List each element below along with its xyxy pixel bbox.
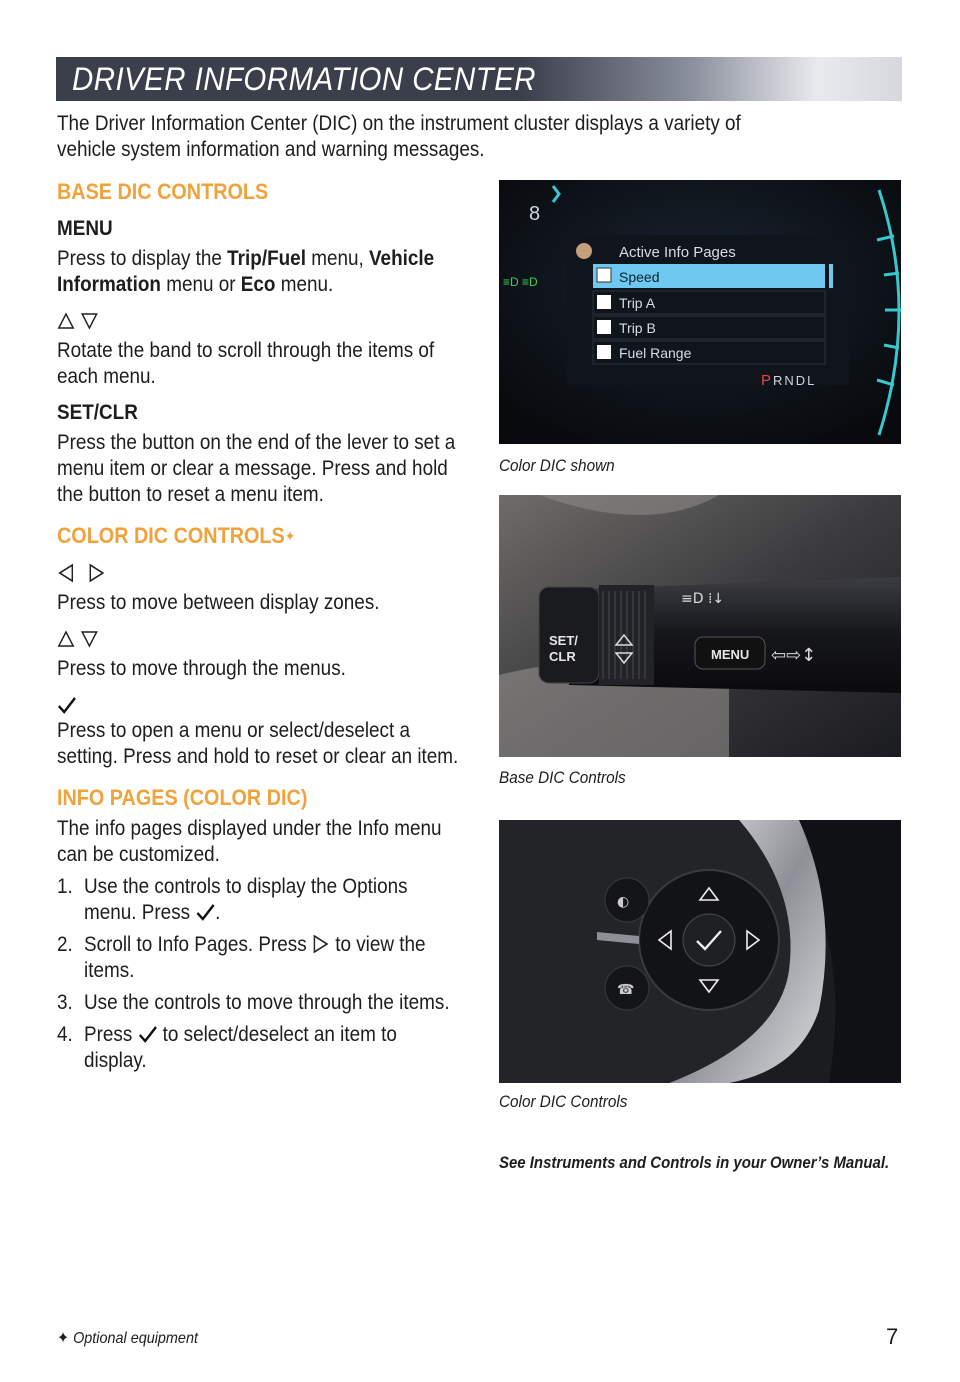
- check-icon: [138, 1024, 158, 1044]
- triangle-right-icon: [88, 563, 106, 583]
- setclr-description: Press the button on the end of the lever to set a menu item or clear a message. Press and hold the button to reset a menu item.: [57, 431, 456, 506]
- footnote: ✦ Optional equipment: [57, 1330, 198, 1347]
- intro-paragraph: The Driver Information Center (DIC) on the instrument cluster displays a variety of vehicle system information and warning messages.: [57, 112, 741, 161]
- prndl-rest: RNDL: [773, 373, 817, 388]
- list-item: Trip B: [619, 320, 656, 336]
- panel-title: Active Info Pages: [619, 244, 736, 261]
- section-header: [56, 57, 902, 101]
- info-pages-intro: The info pages displayed under the Info menu can be customized.: [57, 817, 442, 866]
- page-title: DRIVER INFORMATION CENTER: [72, 61, 537, 97]
- gear-indicator: 8: [529, 203, 541, 225]
- color-controls-heading: COLOR DIC CONTROLS✦: [57, 523, 296, 548]
- photo-caption: Base DIC Controls: [499, 768, 626, 787]
- rotate-description: Rotate the band to scroll through the items of each menu.: [57, 339, 435, 388]
- list-item: 3. Use the controls to move through the items.: [57, 991, 450, 1014]
- phone-icon: ☎: [617, 982, 635, 998]
- menus-description: Press to move through the menus.: [57, 657, 346, 680]
- list-item: 4. Press to select/deselect an item to display.: [57, 1023, 397, 1072]
- list-item: 2. Scroll to Info Pages. Press to view the items.: [57, 933, 426, 982]
- headlamp-icon: ≡D ≡D: [503, 275, 538, 289]
- color-dic-controls-photo: [499, 820, 901, 1083]
- info-pages-steps: [57, 874, 462, 1074]
- list-item: 1. Use the controls to display the Options menu. Press .: [57, 875, 408, 924]
- list-item: Trip A: [619, 295, 656, 311]
- menu-label: MENU: [57, 217, 113, 240]
- triangle-down-icon: [80, 630, 98, 648]
- setclr-label: SET/CLR: [57, 401, 138, 424]
- base-controls-heading: BASE DIC CONTROLS: [57, 179, 269, 204]
- info-icon: [576, 243, 592, 259]
- optional-mark: ✦: [57, 1330, 70, 1347]
- check-icon-row: [57, 692, 462, 718]
- optional-mark: ✦: [284, 528, 296, 544]
- ok-button: [683, 914, 735, 966]
- photo-caption: Color DIC shown: [499, 456, 615, 475]
- left-right-icons: [57, 560, 462, 586]
- list-item: Speed: [619, 269, 660, 285]
- up-down-icons-color: [57, 626, 462, 652]
- info-pages-heading: INFO PAGES (COLOR DIC): [57, 785, 308, 810]
- photo-caption: Color DIC Controls: [499, 1092, 628, 1111]
- triangle-down-icon: [80, 312, 98, 330]
- list-item: Fuel Range: [619, 345, 692, 361]
- triangle-right-icon: [312, 934, 330, 954]
- setclr-label: SET/: [549, 633, 578, 648]
- voice-icon: ◐: [617, 894, 630, 910]
- base-dic-photo: [499, 495, 901, 757]
- prndl-park: P: [761, 372, 772, 389]
- up-down-icons: [57, 308, 462, 334]
- triangle-up-icon: [57, 630, 75, 648]
- triangle-up-icon: [57, 312, 75, 330]
- check-icon: [195, 902, 215, 922]
- triangle-left-icon: [57, 563, 75, 583]
- svg-text:CLR: CLR: [549, 649, 576, 664]
- turn-signal-icon: ⇦⇨↕: [771, 645, 817, 666]
- menu-label: MENU: [711, 647, 750, 662]
- color-dic-photo: [499, 180, 901, 444]
- menu-description: Press to display the Trip/Fuel menu, Vehicle Information menu or Eco menu.: [57, 247, 435, 296]
- color-dic-display-illustration: [499, 180, 901, 444]
- manual-reference: See Instruments and Controls in your Owner’s Manual.: [499, 1153, 890, 1172]
- select-description: Press to open a menu or select/deselect a setting. Press and hold to reset or clear an item.: [57, 719, 459, 768]
- page-number: 7: [886, 1324, 899, 1349]
- lever-illustration: [499, 495, 901, 757]
- headlamp-icon: ≡D ⁞↓: [681, 591, 725, 607]
- left-column: [57, 172, 462, 1080]
- check-icon: [57, 695, 77, 715]
- zones-description: Press to move between display zones.: [57, 591, 380, 614]
- steering-wheel-illustration: [499, 820, 901, 1083]
